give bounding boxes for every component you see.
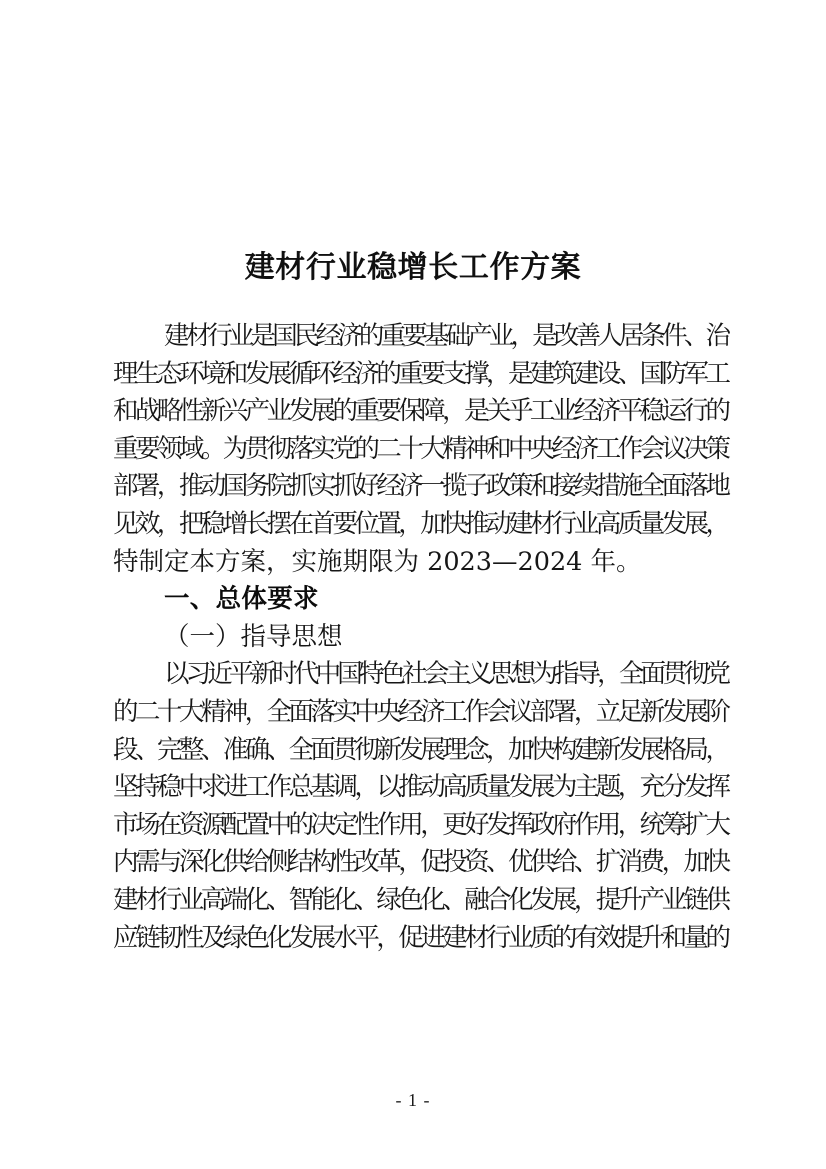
text-line: 建材行业高端化、智能化、绿色化、融合化发展，提升产业链供: [113, 884, 728, 915]
text-line: 和战略性新兴产业发展的重要保障，是关乎工业经济平稳运行的: [113, 396, 728, 427]
paragraph-guiding-ideology: [113, 656, 731, 957]
page-title: 建材行业稳增长工作方案: [244, 250, 582, 286]
text-line: 理生态环境和发展循环经济的重要支撑，是建筑建设、国防军工: [113, 358, 728, 389]
section-heading-2: （一）指导思想: [164, 621, 343, 652]
text-line: 市场在资源配置中的决定性作用，更好发挥政府作用，统筹扩大: [113, 809, 728, 840]
text-line: 的二十大精神，全面落实中央经济工作会议部署，立足新发展阶: [113, 696, 728, 727]
text-line: 段、完整、准确、全面贯彻新发展理念，加快构建新发展格局，: [113, 734, 728, 765]
document-body: [113, 318, 731, 957]
text-line: 内需与深化供给侧结构性改革，促投资、优供给、扩消费，加快: [113, 847, 728, 878]
text-line: 以习近平新时代中国特色社会主义思想为指导，全面贯彻党: [164, 659, 728, 690]
text-line: 重要领域。为贯彻落实党的二十大精神和中央经济工作会议决策: [113, 433, 728, 464]
text-line: 应链韧性及绿色化发展水平，促进建材行业质的有效提升和量的: [113, 922, 728, 953]
text-line: 特制定本方案，实施期限为 2023—2024 年。: [113, 546, 642, 577]
text-line: 见效，把稳增长摆在首要位置，加快推动建材行业高质量发展，: [113, 508, 728, 539]
text-line: 建材行业是国民经济的重要基础产业，是改善人居条件、治: [164, 321, 728, 351]
paragraph-intro: [113, 318, 731, 581]
section-heading-1: 一、总体要求: [164, 584, 319, 615]
text-line: 坚持稳中求进工作总基调，以推动高质量发展为主题，充分发挥: [113, 772, 728, 803]
text-line: 部署，推动国务院抓实抓好经济一揽子政策和接续措施全面落地: [113, 471, 728, 502]
page-number: - 1 -: [395, 1090, 431, 1110]
